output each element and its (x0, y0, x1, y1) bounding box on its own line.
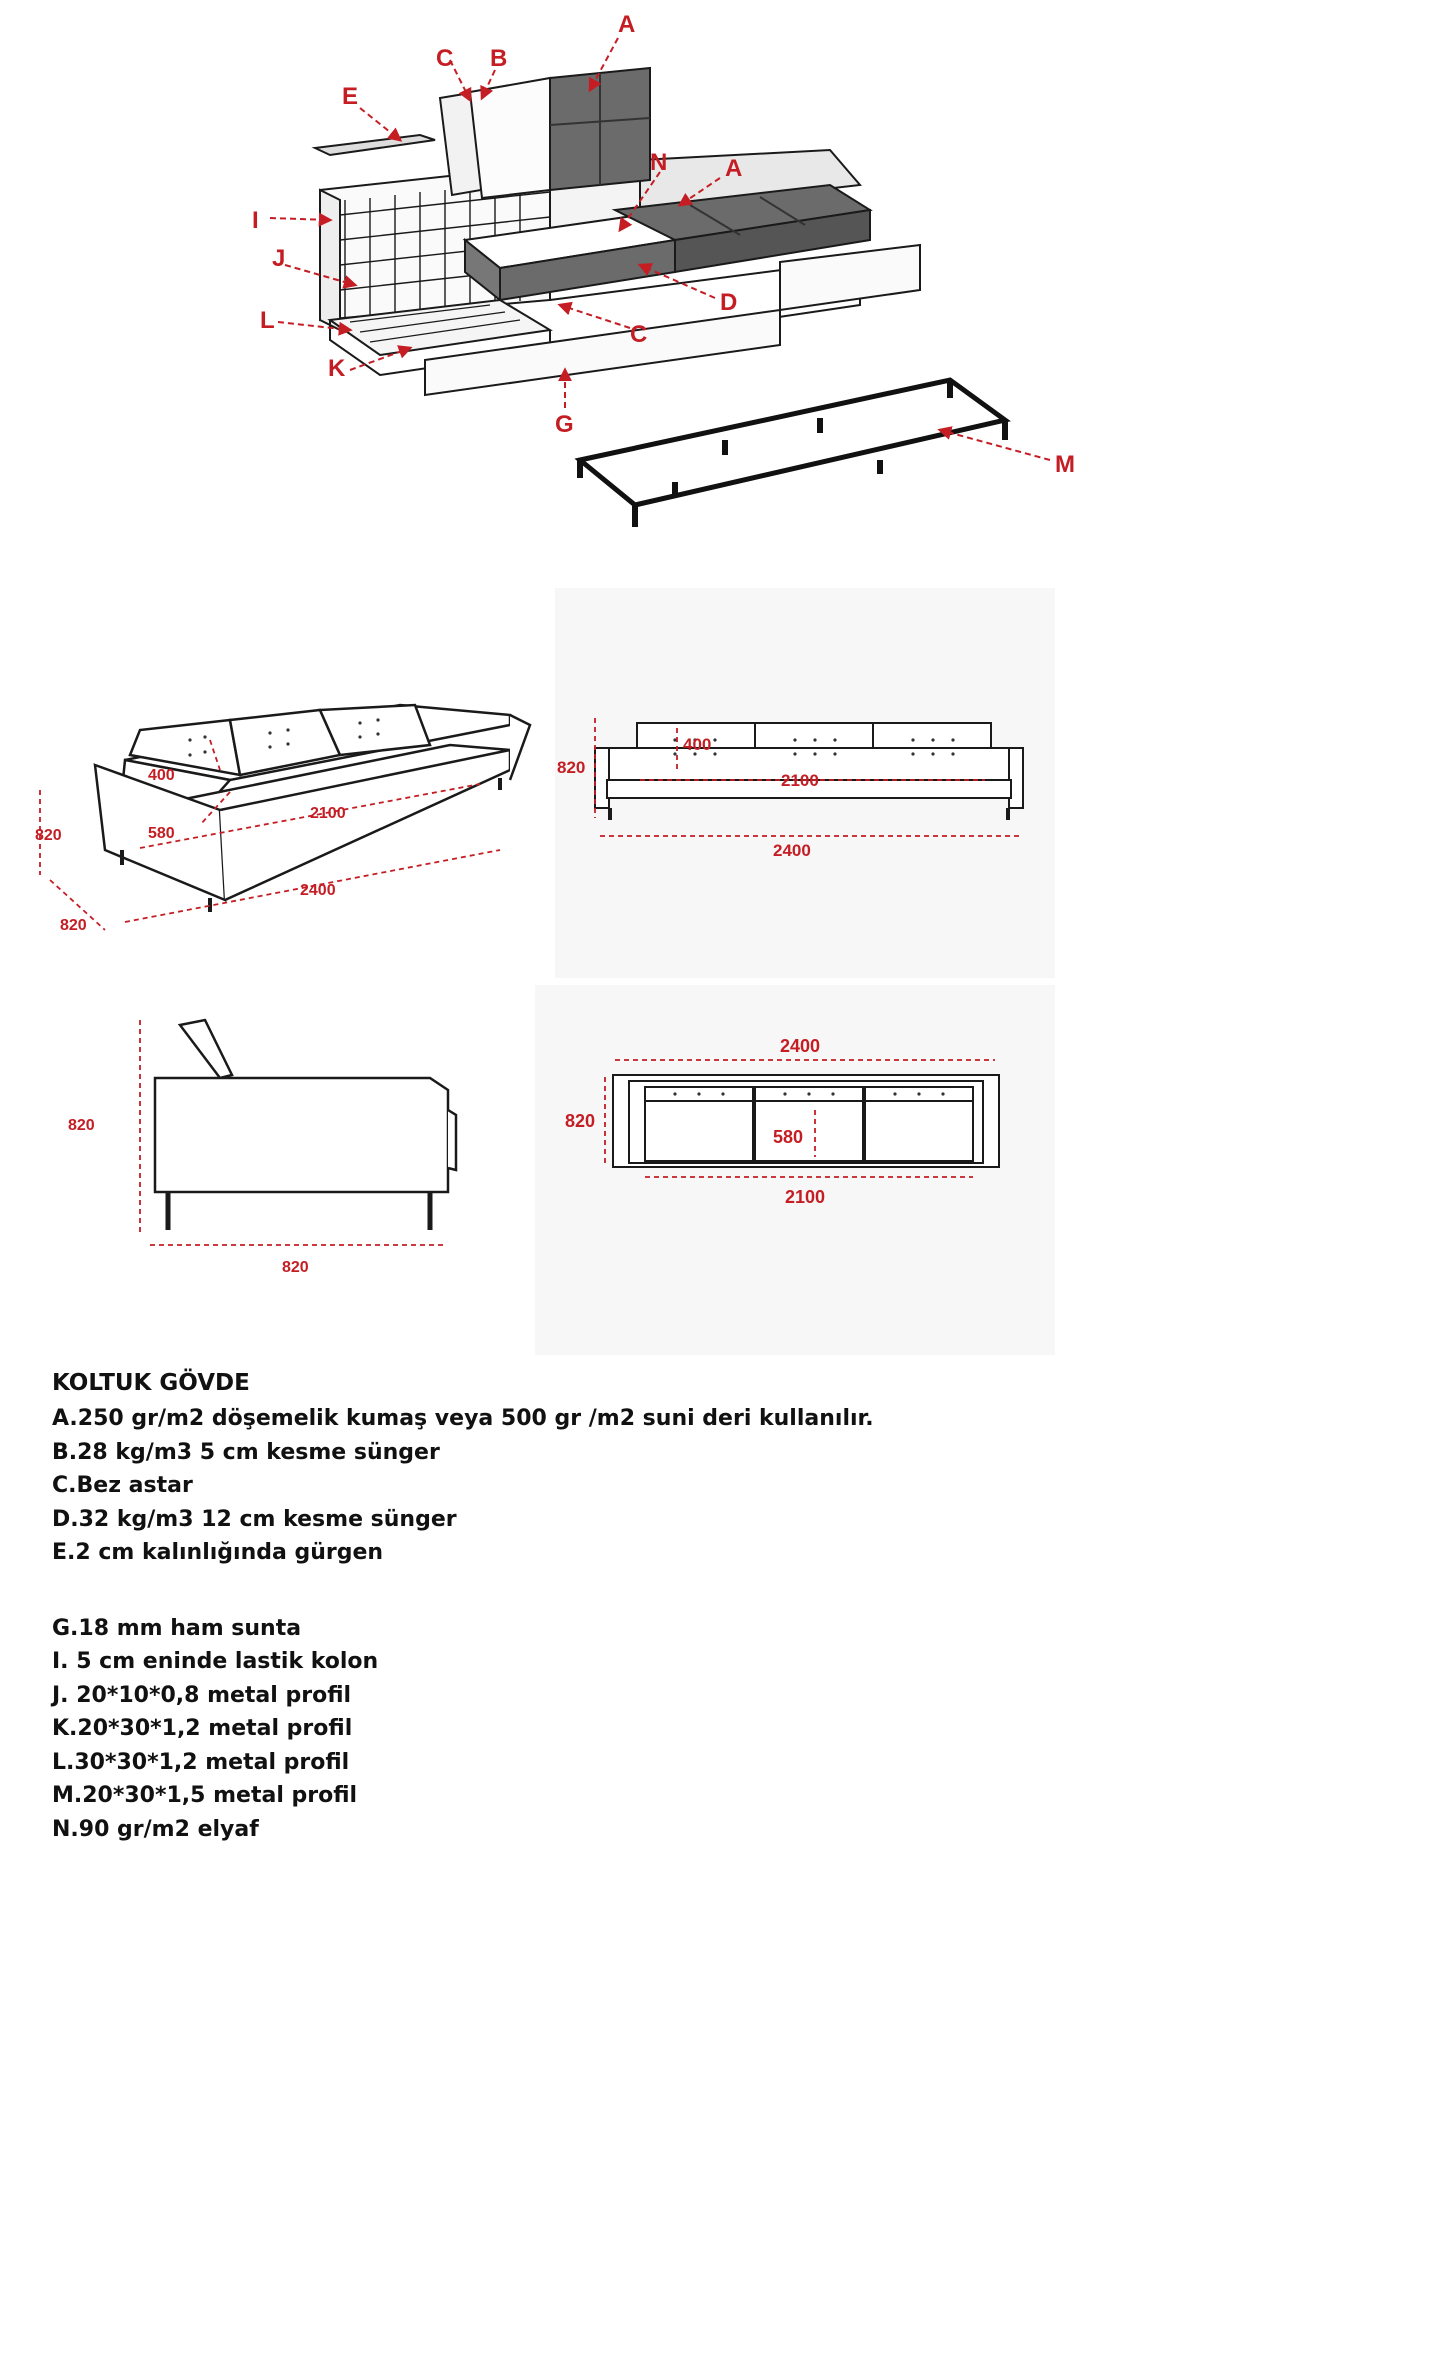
side-dim-depth: 820 (282, 1259, 309, 1276)
spec-item-j: J. 20*10*0,8 metal profil (52, 1682, 352, 1708)
side-dim-height: 820 (68, 1117, 95, 1134)
front-dim-height: 820 (557, 758, 586, 777)
label-a-top: A (618, 11, 636, 38)
persp-dim-seat-width: 2100 (310, 805, 346, 822)
spec-item-i: I. 5 cm eninde lastik kolon (52, 1649, 379, 1674)
label-g: G (555, 411, 574, 438)
board-e (315, 135, 435, 155)
front-dim-width: 2400 (773, 841, 811, 860)
front-drawing (555, 588, 1055, 978)
top-dim-seat-width: 2100 (785, 1187, 826, 1207)
spec-item-e: E.2 cm kalınlığında gürgen (52, 1540, 384, 1565)
side-board (780, 245, 920, 310)
front-view-panel (555, 588, 1055, 978)
label-e: E (342, 83, 359, 110)
side-view-panel (60, 1000, 530, 1280)
perspective-view-panel (30, 640, 550, 960)
spec-item-a: A.250 gr/m2 döşemelik kumaş veya 500 gr /m2 suni deri kullanılır. (52, 1406, 874, 1431)
label-i: I (252, 207, 259, 234)
label-d: D (720, 289, 738, 316)
spec-item-l: L.30*30*1,2 metal profil (52, 1749, 350, 1775)
spec-item-d: D.32 kg/m3 12 cm kesme sünger (52, 1506, 457, 1532)
label-n: N (650, 149, 668, 176)
persp-dim-back-height: 400 (148, 767, 175, 784)
persp-dim-depth: 820 (60, 917, 87, 934)
persp-dim-width: 2400 (300, 882, 336, 899)
top-dim-depth: 820 (565, 1111, 596, 1131)
persp-dim-height: 820 (35, 827, 62, 844)
top-dim-seat-depth: 580 (773, 1127, 804, 1147)
label-b: B (490, 45, 508, 72)
label-c-bottom: C (630, 321, 648, 348)
backrest-panel (440, 78, 550, 198)
top-dim-width: 2400 (780, 1036, 821, 1056)
perspective-drawing (30, 640, 550, 960)
back-cushion (550, 68, 650, 190)
spec-list (52, 1370, 1052, 1846)
spec-item-n: N.90 gr/m2 elyaf (52, 1816, 259, 1842)
spec-item-b: B.28 kg/m3 5 cm kesme sünger (52, 1439, 440, 1465)
label-k: K (328, 355, 346, 382)
persp-dim-seat-depth: 580 (148, 825, 175, 842)
label-m: M (1055, 451, 1075, 478)
label-j: J (272, 245, 286, 272)
exploded-view-panel (220, 0, 1075, 560)
top-view-panel (535, 985, 1055, 1355)
label-c-top: C (436, 45, 454, 72)
top-drawing (535, 985, 1055, 1355)
label-l: L (260, 307, 275, 334)
spec-item-g: G.18 mm ham sunta (52, 1615, 302, 1641)
exploded-view-drawing (220, 0, 1075, 560)
front-dim-back-height: 400 (683, 735, 712, 754)
spec-item-c: C.Bez astar (52, 1473, 193, 1498)
metal-base-frame (580, 380, 1005, 527)
front-dim-seat-width: 2100 (781, 771, 819, 790)
label-a-right: A (725, 155, 743, 182)
spec-item-m: M.20*30*1,5 metal profil (52, 1783, 358, 1808)
spec-item-k: K.20*30*1,2 metal profil (52, 1716, 353, 1741)
side-drawing (60, 1000, 530, 1280)
spec-gap (52, 1570, 1052, 1612)
spec-title: KOLTUK GÖVDE (52, 1370, 250, 1396)
